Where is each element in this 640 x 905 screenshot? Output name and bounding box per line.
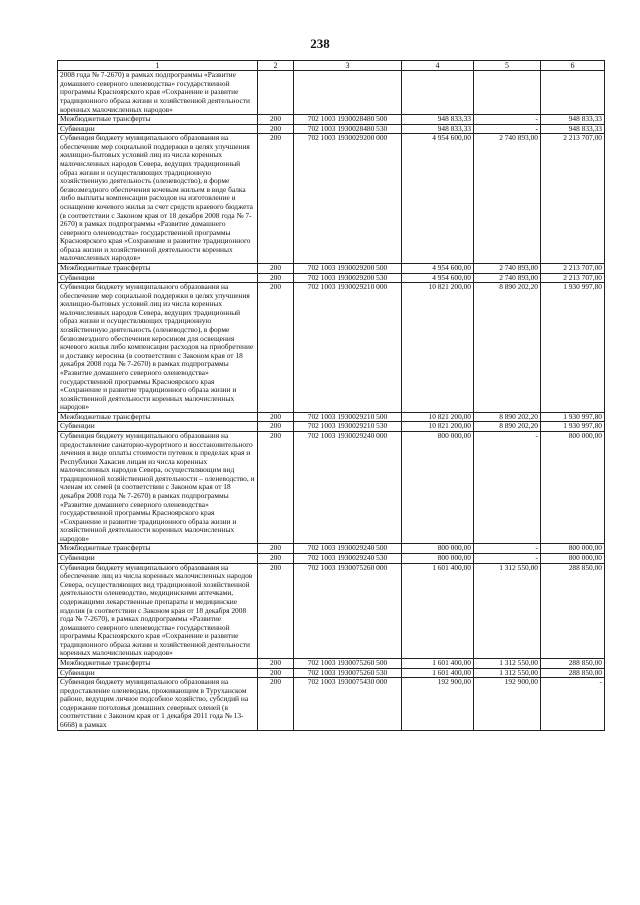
column-header: 3 bbox=[294, 61, 402, 71]
row-amount-planned: 800 000,00 bbox=[402, 431, 474, 544]
row-description: Межбюджетные трансферты bbox=[58, 115, 258, 125]
table-row bbox=[58, 554, 605, 564]
row-classification-code: 702 1003 1930028480 530 bbox=[294, 124, 402, 134]
table-row bbox=[58, 668, 605, 678]
row-code: 200 bbox=[258, 134, 294, 264]
row-description: 2008 года № 7-2670) в рамках подпрограммы «Развитие домашнего северного оленеводства» государственной программы Красноярского края «Сохранение и развитие традиционного образа жизни и хозяйственной деятельности коренных малочисленных народов» bbox=[58, 71, 258, 115]
row-classification-code: 702 1003 1930029240 530 bbox=[294, 554, 402, 564]
row-description: Межбюджетные трансферты bbox=[58, 263, 258, 273]
row-amount-executed: 1 312 550,00 bbox=[474, 668, 541, 678]
row-classification-code: 702 1003 1930075430 000 bbox=[294, 678, 402, 730]
row-amount-planned: 10 821 200,00 bbox=[402, 412, 474, 422]
row-amount-remaining: 288 850,00 bbox=[541, 563, 605, 658]
row-code: 200 bbox=[258, 678, 294, 730]
row-classification-code: 702 1003 1930029210 500 bbox=[294, 412, 402, 422]
row-amount-planned: 1 601 400,00 bbox=[402, 668, 474, 678]
row-description: Субвенции bbox=[58, 273, 258, 283]
row-amount-planned: 192 900,00 bbox=[402, 678, 474, 730]
table-row bbox=[58, 273, 605, 283]
row-amount-remaining: 800 000,00 bbox=[541, 554, 605, 564]
row-amount-remaining bbox=[541, 71, 605, 115]
table-row bbox=[58, 412, 605, 422]
row-amount-remaining: 800 000,00 bbox=[541, 544, 605, 554]
row-description: Субвенция бюджету муниципального образования на обеспечение мер социальной поддержки в целях улучшения жилищно-бытовых условий лиц из числа коренных малочисленных народов Севера, ведущих традиционный образ жизни и осуществляющих традиционную хозяйственную деятельность (оленеводство), в форме безвозмездного обеспечения керосином для освещения кочевого жилья либо компенсации расходов на приобретение и доставку керосина (в соответствии с Законом края от 18 декабря 2008 года № 7-2670) в рамках подпрограммы «Развитие домашнего северного оленеводства» государственной программы Красноярского края «Сохранение и развитие традиционного образа жизни и хозяйственной деятельности коренных малочисленных народов» bbox=[58, 283, 258, 413]
row-classification-code bbox=[294, 71, 402, 115]
table-body bbox=[58, 71, 605, 730]
table-row bbox=[58, 134, 605, 264]
column-header: 5 bbox=[474, 61, 541, 71]
row-amount-remaining: 948 833,33 bbox=[541, 124, 605, 134]
row-description: Межбюджетные трансферты bbox=[58, 659, 258, 669]
row-description: Межбюджетные трансферты bbox=[58, 412, 258, 422]
row-amount-planned: 4 954 600,00 bbox=[402, 134, 474, 264]
row-description: Субвенция бюджету муниципального образования на предоставление санаторно-курортного и восстановительного лечения в виде оплаты стоимости путевок в пределах края и Республики Хакасия лицам из числа коренных малочисленных народов Севера, осуществляющим вид традиционной хозяйственной деятельности – оленеводство, и членам их семей (в соответствии с Законом края от 18 декабря 2008 года № 7-2670) в рамках подпрограммы «Развитие домашнего северного оленеводства» государственной программы Красноярского края «Сохранение и развитие традиционного образа жизни и хозяйственной деятельности коренных малочисленных народов» bbox=[58, 431, 258, 544]
table-row bbox=[58, 659, 605, 669]
row-amount-remaining: 800 000,00 bbox=[541, 431, 605, 544]
row-code: 200 bbox=[258, 422, 294, 432]
row-amount-planned: 10 821 200,00 bbox=[402, 283, 474, 413]
row-amount-remaining: 2 213 707,00 bbox=[541, 134, 605, 264]
row-code: 200 bbox=[258, 554, 294, 564]
table-row bbox=[58, 71, 605, 115]
table-row bbox=[58, 124, 605, 134]
row-classification-code: 702 1003 1930075260 500 bbox=[294, 659, 402, 669]
column-header: 6 bbox=[541, 61, 605, 71]
row-classification-code: 702 1003 1930029200 500 bbox=[294, 263, 402, 273]
row-amount-remaining: 1 930 997,80 bbox=[541, 422, 605, 432]
row-amount-remaining: 2 213 707,00 bbox=[541, 273, 605, 283]
table-row bbox=[58, 283, 605, 413]
row-code: 200 bbox=[258, 273, 294, 283]
row-description: Субвенции bbox=[58, 422, 258, 432]
row-code: 200 bbox=[258, 124, 294, 134]
row-amount-executed: - bbox=[474, 115, 541, 125]
row-classification-code: 702 1003 1930029200 530 bbox=[294, 273, 402, 283]
table-header-row bbox=[58, 61, 605, 71]
row-code: 200 bbox=[258, 659, 294, 669]
row-classification-code: 702 1003 1930029200 000 bbox=[294, 134, 402, 264]
row-description: Субвенция бюджету муниципального образования на обеспечение мер социальной поддержки в целях улучшения жилищно-бытовых условий лиц из числа коренных малочисленных народов Севера, ведущих традиционный образ жизни и осуществляющих традиционную хозяйственную деятельность (оленеводство), в форме безвозмездного обеспечения кочевым жильем в виде балка либо выплаты компенсации расходов на изготовление и оснащение кочевого жилья за счет средств краевого бюджета (в соответствии с Законом края от 18 декабря 2008 года № 7-2670) в рамках подпрограммы «Развитие домашнего северного оленеводства» государственной программы Красноярского края «Сохранение и развитие традиционного образа жизни и хозяйственной деятельности коренных малочисленных народов» bbox=[58, 134, 258, 264]
row-amount-executed: 8 890 202,20 bbox=[474, 283, 541, 413]
row-amount-planned: 948 833,33 bbox=[402, 124, 474, 134]
row-description: Субвенция бюджету муниципального образования на предоставление оленеводам, проживающим в Туруханском районе, ведущим личное подсобное хозяйство, субсидий на содержание поголовья домашних северных оленей (в соответствии с Законом края от 1 декабря 2011 года № 13-6668) в рамках bbox=[58, 678, 258, 730]
row-amount-planned: 800 000,00 bbox=[402, 544, 474, 554]
row-description: Межбюджетные трансферты bbox=[58, 544, 258, 554]
row-amount-remaining: 288 850,00 bbox=[541, 659, 605, 669]
row-amount-planned: 4 954 600,00 bbox=[402, 273, 474, 283]
row-code: 200 bbox=[258, 115, 294, 125]
table-row bbox=[58, 563, 605, 658]
row-amount-executed: - bbox=[474, 124, 541, 134]
row-description: Субвенции bbox=[58, 124, 258, 134]
table-row bbox=[58, 115, 605, 125]
row-code: 200 bbox=[258, 263, 294, 273]
row-amount-remaining: 1 930 997,80 bbox=[541, 412, 605, 422]
row-amount-executed bbox=[474, 71, 541, 115]
table-row bbox=[58, 431, 605, 544]
column-header: 4 bbox=[402, 61, 474, 71]
row-classification-code: 702 1003 1930029240 000 bbox=[294, 431, 402, 544]
table-row bbox=[58, 422, 605, 432]
row-classification-code: 702 1003 1930029210 000 bbox=[294, 283, 402, 413]
row-amount-executed: 1 312 550,00 bbox=[474, 659, 541, 669]
row-code bbox=[258, 71, 294, 115]
row-amount-executed: - bbox=[474, 431, 541, 544]
row-code: 200 bbox=[258, 283, 294, 413]
row-amount-executed: 192 900,00 bbox=[474, 678, 541, 730]
row-amount-planned: 800 000,00 bbox=[402, 554, 474, 564]
row-description: Субвенции bbox=[58, 668, 258, 678]
row-amount-remaining: 288 850,00 bbox=[541, 668, 605, 678]
column-header: 1 bbox=[58, 61, 258, 71]
row-amount-remaining: 1 930 997,80 bbox=[541, 283, 605, 413]
row-code: 200 bbox=[258, 412, 294, 422]
row-amount-executed: 8 890 202,20 bbox=[474, 422, 541, 432]
row-classification-code: 702 1003 1930075260 530 bbox=[294, 668, 402, 678]
row-description: Субвенция бюджету муниципального образования на обеспечение лиц из числа коренных малочисленных народов Севера, осуществляющих вид традиционной хозяйственной деятельности оленеводство, медицинскими аптечками, содержащими лекарственные препараты и медицинские изделия (в соответствии с Законом края от 18 декабря 2008 года № 7-2670), в рамках подпрограммы «Развитие домашнего северного оленеводства» государственной программы Красноярского края «Сохранение и развитие традиционного образа жизни и хозяйственной деятельности коренных малочисленных народов» bbox=[58, 563, 258, 658]
row-amount-executed: 2 740 893,00 bbox=[474, 273, 541, 283]
row-code: 200 bbox=[258, 668, 294, 678]
row-description: Субвенции bbox=[58, 554, 258, 564]
row-amount-planned bbox=[402, 71, 474, 115]
column-header: 2 bbox=[258, 61, 294, 71]
row-classification-code: 702 1003 1930029210 530 bbox=[294, 422, 402, 432]
row-code: 200 bbox=[258, 563, 294, 658]
row-amount-planned: 948 833,33 bbox=[402, 115, 474, 125]
row-amount-executed: - bbox=[474, 554, 541, 564]
row-classification-code: 702 1003 1930029240 500 bbox=[294, 544, 402, 554]
row-amount-executed: 2 740 893,00 bbox=[474, 263, 541, 273]
row-amount-planned: 10 821 200,00 bbox=[402, 422, 474, 432]
table-row bbox=[58, 678, 605, 730]
table-row bbox=[58, 263, 605, 273]
row-code: 200 bbox=[258, 431, 294, 544]
row-amount-executed: 8 890 202,20 bbox=[474, 412, 541, 422]
row-amount-executed: 1 312 550,00 bbox=[474, 563, 541, 658]
table-row bbox=[58, 544, 605, 554]
row-amount-executed: - bbox=[474, 544, 541, 554]
row-amount-planned: 1 601 400,00 bbox=[402, 563, 474, 658]
row-amount-executed: 2 740 893,00 bbox=[474, 134, 541, 264]
row-amount-remaining: - bbox=[541, 678, 605, 730]
row-amount-remaining: 948 833,33 bbox=[541, 115, 605, 125]
row-amount-planned: 4 954 600,00 bbox=[402, 263, 474, 273]
row-classification-code: 702 1003 1930028480 500 bbox=[294, 115, 402, 125]
budget-table bbox=[57, 60, 605, 731]
row-code: 200 bbox=[258, 544, 294, 554]
row-amount-remaining: 2 213 707,00 bbox=[541, 263, 605, 273]
page-number: 238 bbox=[310, 36, 330, 51]
row-amount-planned: 1 601 400,00 bbox=[402, 659, 474, 669]
row-classification-code: 702 1003 1930075260 000 bbox=[294, 563, 402, 658]
